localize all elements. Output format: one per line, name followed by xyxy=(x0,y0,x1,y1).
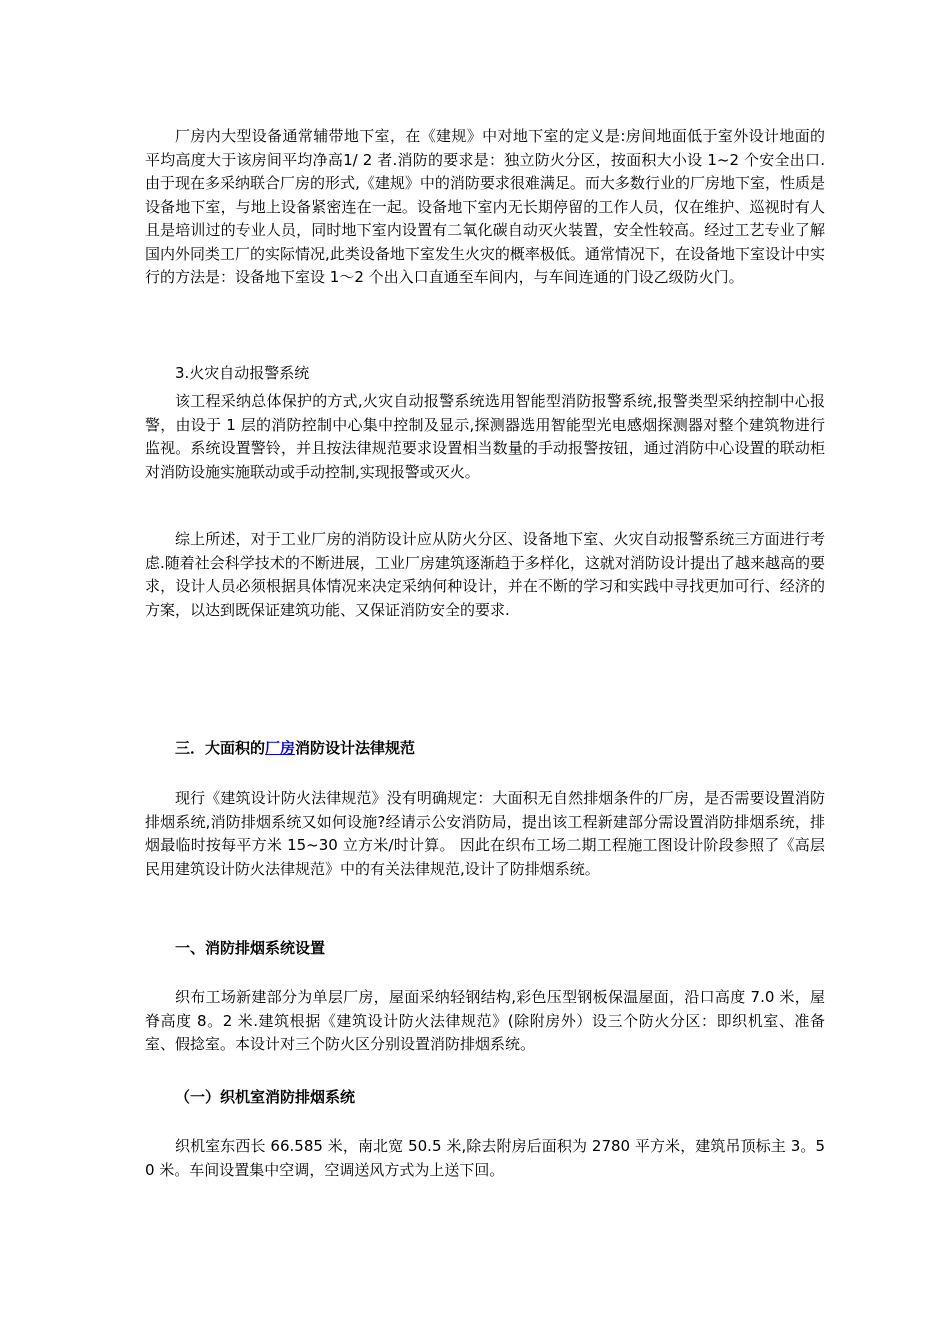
paragraph-regulation: 现行《建筑设计防火法律规范》没有明确规定：大面积无自然排烟条件的厂房，是否需要设置消防排烟系统,消防排烟系统又如何设施?经请示公安消防局，提出该工程新建部分需设置消防排烟系统，排烟最临时按每平方米 15~30 立方米/时计算。 因此在织布工场二期工程施工图设计阶段参照了《高层民用建筑设计防火法律规范》中的有关法律规范,设计了防排烟系统。 xyxy=(145,789,825,878)
paragraph-fire-alarm: 该工程采纳总体保护的方式,火灾自动报警系统选用智能型消防报警系统,报警类型采纳控制中心报警，由设于 1 层的消防控制中心集中控制及显示,探测器选用智能型光电感烟探测器对整个建筑物进行监视。系统设置警铃，并且按法律规范要求设置相当数量的手动报警按钮，通过消防中心设置的联动柜对消防设施实施联动或手动控制,实现报警或灭火。 xyxy=(145,392,825,481)
heading-section-three-prefix: 三．大面积的 xyxy=(175,739,266,757)
heading-loom-room: （一）织机室消防排烟系统 xyxy=(175,1088,356,1106)
heading-section-three xyxy=(175,737,415,761)
heading-smoke-system: 一、消防排烟系统设置 xyxy=(175,939,326,957)
heading-section-three-suffix: 消防设计法律规范 xyxy=(295,739,416,757)
paragraph-basement: 厂房内大型设备通常辅带地下室，在《建规》中对地下室的定义是:房间地面低于室外设计地面的平均高度大于该房间平均净高1/ 2 者.消防的要求是：独立防火分区，按面积大小设 1~2 个安全出口.由于现在多采纳联合厂房的形式,《建规》中的消防要求很难满足。而大多数行业的厂房地下室，性质是设备地下室，与地上设备紧密连在一起。设备地下室内无长期停留的工作人员，仅在维护、巡视时有人且是培训过的专业人员，同时地下室内设置有二氧化碳自动灭火装置，安全性较高。经过工艺专业了解国内外同类工厂的实际情况,此类设备地下室发生火灾的概率极低。通常情况下，在设备地下室设计中实行的方法是：设备地下室设 1～2 个出入口直通至车间内，与车间连通的门设乙级防火门。 xyxy=(145,127,825,286)
heading-fire-alarm: 3.火灾自动报警系统 xyxy=(175,364,310,382)
factory-link[interactable]: 厂房 xyxy=(265,739,296,757)
paragraph-weaving-building: 织布工场新建部分为单层厂房，屋面采纳轻钢结构,彩色压型钢板保温屋面，沿口高度 7.0 米，屋脊高度 8。2 米.建筑根据《建筑设计防火法律规范》(除附房外）设三个防火分区：即织机室、准备室、假捻室。本设计对三个防火区分别设置消防排烟系统。 xyxy=(145,988,825,1053)
paragraph-loom-room: 织机室东西长 66.585 米，南北宽 50.5 米,除去附房后面积为 2780 平方米，建筑吊顶标主 3。50 米。车间设置集中空调，空调送风方式为上送下回。 xyxy=(145,1137,825,1179)
paragraph-summary: 综上所述，对于工业厂房的消防设计应从防火分区、设备地下室、火灾自动报警系统三方面进行考虑.随着社会科学技术的不断进展，工业厂房建筑逐渐趋于多样化，这就对消防设计提出了越来越高的要求，设计人员必须根据具体情况来决定采纳何种设计，并在不断的学习和实践中寻找更加可行、经济的方案，以达到既保证建筑功能、又保证消防安全的要求. xyxy=(145,530,825,619)
